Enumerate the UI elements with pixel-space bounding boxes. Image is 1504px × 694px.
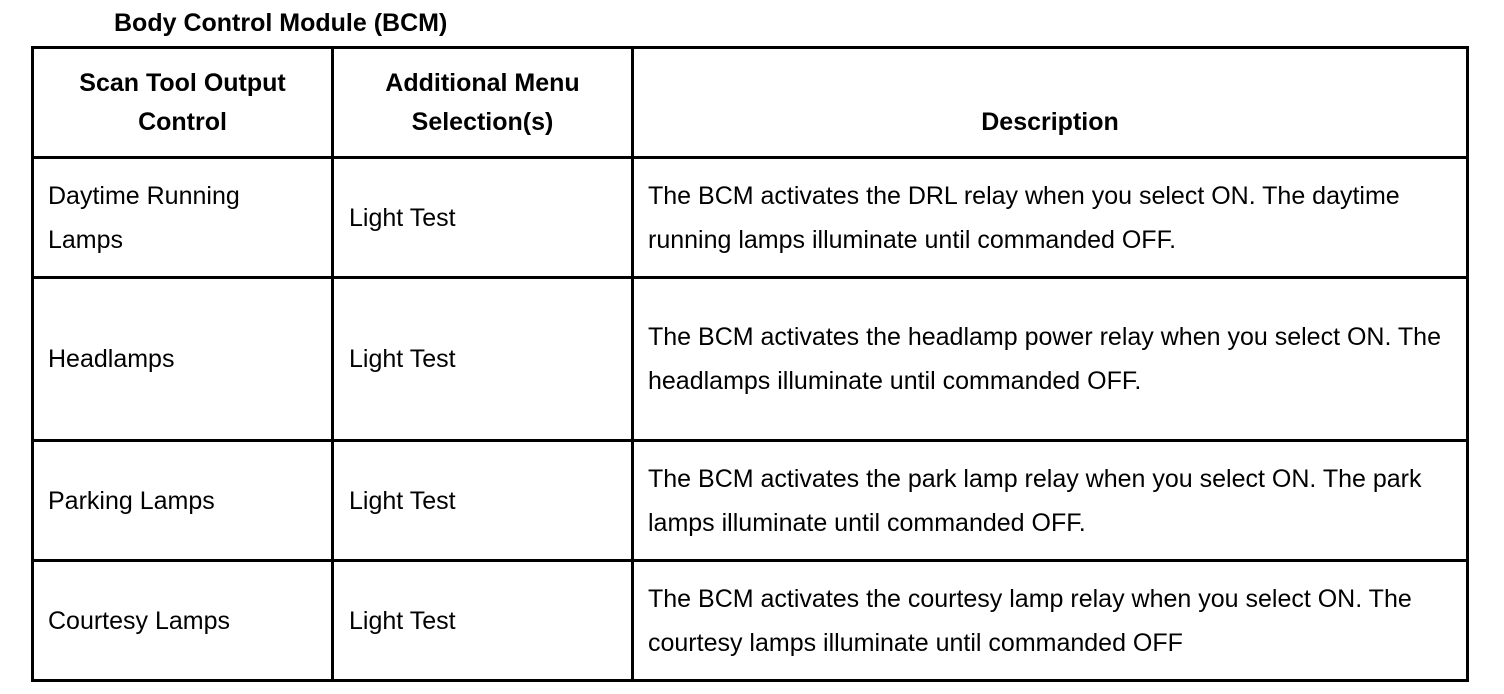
cell-selection: Light Test [333, 441, 633, 561]
cell-description: The BCM activates the headlamp power relay when you select ON. The headlamps illuminate until commanded OFF. [633, 278, 1468, 441]
cell-selection: Light Test [333, 158, 633, 278]
header-description: Description [633, 48, 1468, 158]
cell-control: Headlamps [33, 278, 333, 441]
table-row [33, 561, 1468, 681]
cell-description: The BCM activates the park lamp relay when you select ON. The park lamps illuminate until commanded OFF. [633, 441, 1468, 561]
cell-description: The BCM activates the courtesy lamp relay when you select ON. The courtesy lamps illuminate until commanded OFF [633, 561, 1468, 681]
cell-control: Parking Lamps [33, 441, 333, 561]
table-row [33, 441, 1468, 561]
header-scan-tool-output-control: Scan Tool Output Control [33, 48, 333, 158]
table-header-row [33, 48, 1468, 158]
cell-control: Courtesy Lamps [33, 561, 333, 681]
bcm-output-control-table [31, 46, 1469, 682]
table-row [33, 158, 1468, 278]
table-row [33, 278, 1468, 441]
cell-description: The BCM activates the DRL relay when you select ON. The daytime running lamps illuminate until commanded OFF. [633, 158, 1468, 278]
cell-selection: Light Test [333, 278, 633, 441]
page-title: Body Control Module (BCM) [114, 9, 448, 37]
cell-control: Daytime Running Lamps [33, 158, 333, 278]
cell-selection: Light Test [333, 561, 633, 681]
header-additional-menu-selection: Additional Menu Selection(s) [333, 48, 633, 158]
